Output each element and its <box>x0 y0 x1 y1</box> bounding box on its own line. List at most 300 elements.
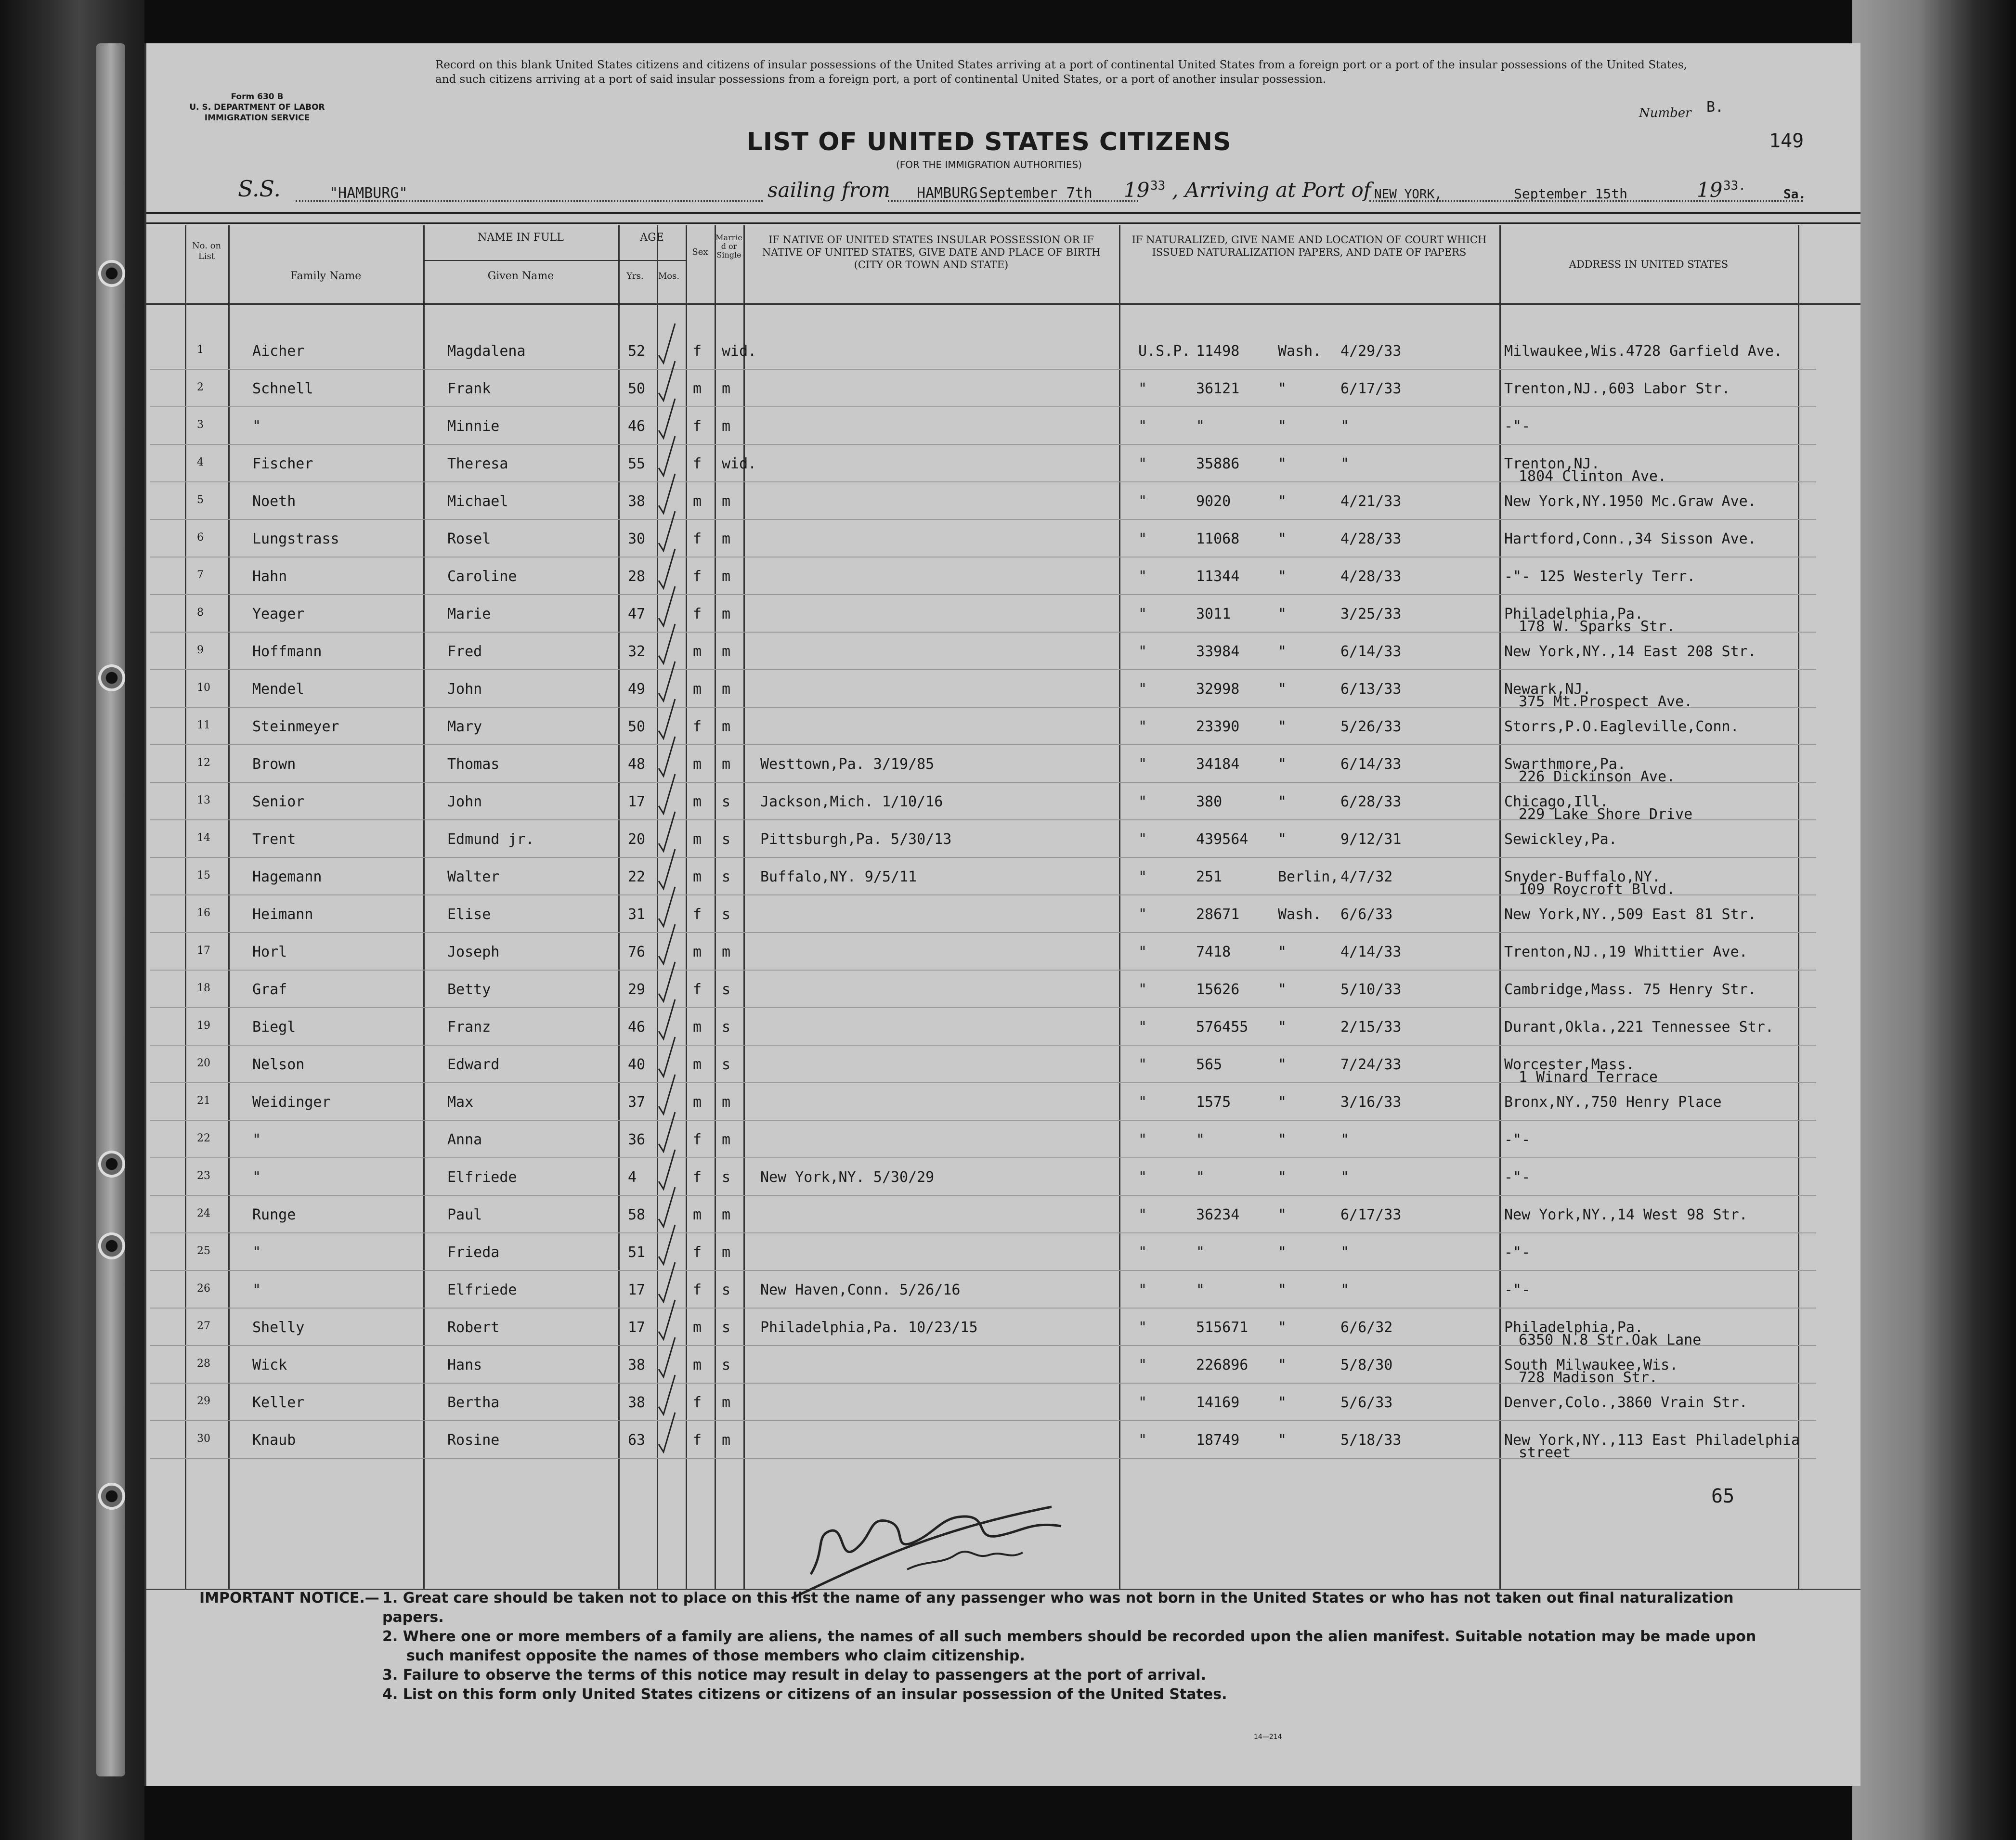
marital-status: m <box>722 1131 731 1148</box>
court: " <box>1138 418 1147 435</box>
family-name: Trent <box>252 831 296 848</box>
address-line-1: New York,NY.,14 West 98 Str. <box>1504 1206 1748 1223</box>
table-row <box>146 445 1860 485</box>
sailing-from: HAMBURG <box>917 185 978 202</box>
court: " <box>1138 1094 1147 1111</box>
paper-date: 5/8/30 <box>1340 1357 1393 1374</box>
given-name: Edward <box>447 1056 500 1073</box>
table-row <box>146 633 1860 670</box>
certificate-number: 23390 <box>1196 718 1240 735</box>
given-name: Elfriede <box>447 1282 517 1298</box>
notice-lead: IMPORTANT NOTICE.— <box>199 1590 379 1607</box>
table-row <box>146 708 1860 745</box>
court: " <box>1138 455 1147 472</box>
sex: m <box>693 1206 702 1223</box>
paper-date: 6/6/32 <box>1340 1319 1393 1336</box>
table-row <box>146 1158 1860 1196</box>
address-line-2: 1804 Clinton Ave. <box>1519 468 1667 485</box>
rownum: 25 <box>197 1245 210 1257</box>
marital-status: m <box>722 418 731 435</box>
table-row <box>146 1008 1860 1046</box>
family-name: Runge <box>252 1206 296 1223</box>
marital-status: m <box>722 944 731 960</box>
notice-item: 2. Where one or more members of a family are aliens, the names of all such members should be recorded upon the alien manifest. Suitable notation may be made upon <box>382 1628 1756 1645</box>
court: " <box>1138 868 1147 885</box>
col-sex: Sex <box>692 247 708 257</box>
family-name: Mendel <box>252 681 305 698</box>
age-years: 40 <box>628 1056 646 1073</box>
age-years: 37 <box>628 1094 646 1111</box>
given-name: Paul <box>447 1206 482 1223</box>
notice-item: 4. List on this form only United States citizens or citizens of an insular possession of the United States. <box>382 1686 1227 1703</box>
marital-status: wid. <box>722 455 757 472</box>
form-code: 14—214 <box>1254 1733 1282 1741</box>
age-years: 46 <box>628 418 646 435</box>
court: " <box>1138 380 1147 397</box>
sailing-label: sailing from <box>767 178 890 202</box>
paper-date: " <box>1340 455 1350 472</box>
court-location: " <box>1278 1394 1287 1411</box>
ship-line <box>146 176 1860 209</box>
col-birthplace: IF NATIVE OF UNITED STATES INSULAR POSSESSION OR IF NATIVE OF UNITED STATES, GIVE DATE AND PLACE OF BIRTH (CITY OR TOWN AND STATE) <box>762 234 1101 271</box>
family-name: Aicher <box>252 343 305 360</box>
marital-status: m <box>722 1394 731 1411</box>
rownum: 8 <box>197 607 204 619</box>
court-location: " <box>1278 455 1287 472</box>
family-name: Lungstrass <box>252 531 339 547</box>
ss-label: S.S. <box>238 176 281 202</box>
certificate-number: 34184 <box>1196 756 1240 773</box>
age-years: 38 <box>628 1394 646 1411</box>
address-line-1: -"- <box>1504 1169 1531 1186</box>
rownum: 26 <box>197 1283 210 1295</box>
sa-mark: Sa. <box>1783 187 1806 202</box>
given-name: Walter <box>447 868 500 885</box>
family-name: Schnell <box>252 380 313 397</box>
address-line-1: Snyder-Buffalo,NY. <box>1504 868 1661 885</box>
rownum: 1 <box>197 344 204 356</box>
court-location: " <box>1278 831 1287 848</box>
address-line-1: -"- <box>1504 1131 1531 1148</box>
age-years: 30 <box>628 531 646 547</box>
punch-hole <box>98 1483 125 1510</box>
address-line-2: 178 W. Sparks Str. <box>1519 618 1676 635</box>
birthplace: Pittsburgh,Pa. 5/30/13 <box>760 831 952 848</box>
marital-status: m <box>722 1432 731 1449</box>
age-years: 50 <box>628 718 646 735</box>
col-yrs: Yrs. <box>626 271 644 281</box>
check-mark-icon <box>657 660 676 703</box>
sex: f <box>693 531 702 547</box>
form-number: Form 630 B <box>231 92 284 102</box>
arrive-year-prefix: 19 <box>1697 178 1723 202</box>
check-mark-icon <box>657 1148 676 1191</box>
family-name: " <box>252 1282 261 1298</box>
family-name: Keller <box>252 1394 305 1411</box>
rownum: 14 <box>197 832 210 844</box>
birthplace: Philadelphia,Pa. 10/23/15 <box>760 1319 978 1336</box>
table-row <box>146 520 1860 557</box>
marital-status: s <box>722 1169 731 1186</box>
table-row <box>146 1121 1860 1158</box>
address-line-1: Trenton,NJ.,19 Whittier Ave. <box>1504 944 1748 960</box>
sex: m <box>693 944 702 960</box>
paper-date: 9/12/31 <box>1340 831 1402 848</box>
table-row <box>146 482 1860 520</box>
sex: f <box>693 343 702 360</box>
address-line-1: Chicago,Ill. <box>1504 793 1609 810</box>
given-name: Hans <box>447 1357 482 1374</box>
check-mark-icon <box>657 1260 676 1304</box>
given-name: Anna <box>447 1131 482 1148</box>
rownum: 28 <box>197 1358 210 1370</box>
family-name: Biegl <box>252 1019 296 1036</box>
col-name-in-full: NAME IN FULL <box>478 232 564 244</box>
sex: m <box>693 1056 702 1073</box>
court-location: " <box>1278 1319 1287 1336</box>
birthplace: New Haven,Conn. 5/26/16 <box>760 1282 961 1298</box>
check-mark-icon <box>657 1373 676 1416</box>
check-mark-icon <box>657 1335 676 1379</box>
rownum: 20 <box>197 1057 210 1069</box>
notice-item: such manifest opposite the names of those members who claim citizenship. <box>406 1647 1025 1664</box>
address-line-1: Swarthmore,Pa. <box>1504 756 1626 773</box>
col-address: ADDRESS IN UNITED STATES <box>1569 259 1729 270</box>
marital-status: m <box>722 1244 731 1261</box>
address-line-1: -"- <box>1504 1244 1531 1261</box>
col-given-name: Given Name <box>487 270 554 282</box>
page-number: 149 <box>1769 130 1804 152</box>
table-row <box>146 858 1860 898</box>
table-row <box>146 595 1860 633</box>
court: " <box>1138 756 1147 773</box>
family-name: Graf <box>252 981 287 998</box>
court-location: " <box>1278 1244 1287 1261</box>
family-name: Steinmeyer <box>252 718 339 735</box>
certificate-number: 36234 <box>1196 1206 1240 1223</box>
sex: m <box>693 643 702 660</box>
rownum: 27 <box>197 1320 210 1332</box>
given-name: Marie <box>447 606 491 622</box>
check-mark-icon <box>657 547 676 590</box>
given-name: Rosine <box>447 1432 500 1449</box>
court-location: " <box>1278 1206 1287 1223</box>
certificate-number: 18749 <box>1196 1432 1240 1449</box>
age-years: 58 <box>628 1206 646 1223</box>
address-line-1: New York,NY.,14 East 208 Str. <box>1504 643 1756 660</box>
family-name: Fischer <box>252 455 313 472</box>
sex: f <box>693 455 702 472</box>
age-years: 51 <box>628 1244 646 1261</box>
col-family-name: Family Name <box>290 270 362 282</box>
check-mark-icon <box>657 1073 676 1116</box>
certificate-number: 515671 <box>1196 1319 1249 1336</box>
address-line-1: Cambridge,Mass. 75 Henry Str. <box>1504 981 1756 998</box>
certificate-number: 14169 <box>1196 1394 1240 1411</box>
paper-date: 5/6/33 <box>1340 1394 1393 1411</box>
marital-status: m <box>722 1094 731 1111</box>
address-line-1: Bronx,NY.,750 Henry Place <box>1504 1094 1722 1111</box>
court-location: " <box>1278 1094 1287 1111</box>
certificate-number: 251 <box>1196 868 1223 885</box>
birthplace: Westtown,Pa. 3/19/85 <box>760 756 935 773</box>
sex: m <box>693 831 702 848</box>
certificate-number: 32998 <box>1196 681 1240 698</box>
certificate-number: 11344 <box>1196 568 1240 585</box>
header-rule <box>146 212 1860 214</box>
rownum: 19 <box>197 1020 210 1032</box>
check-mark-icon <box>657 322 676 365</box>
marital-status: s <box>722 868 731 885</box>
table-row <box>146 332 1860 370</box>
given-name: Elfriede <box>447 1169 517 1186</box>
ship-name: "HAMBURG" <box>329 185 408 202</box>
court: " <box>1138 831 1147 848</box>
paper-date: 6/13/33 <box>1340 681 1402 698</box>
address-line-1: Worcester,Mass. <box>1504 1056 1635 1073</box>
paper-date: 4/29/33 <box>1340 343 1402 360</box>
check-mark-icon <box>657 810 676 853</box>
marital-status: s <box>722 1282 731 1298</box>
paper-date: 2/15/33 <box>1340 1019 1402 1036</box>
arrive-year: 33. <box>1723 179 1746 193</box>
age-years: 50 <box>628 380 646 397</box>
court-location: " <box>1278 681 1287 698</box>
birthplace: Buffalo,NY. 9/5/11 <box>760 868 917 885</box>
address-line-1: -"- <box>1504 418 1531 435</box>
punch-hole <box>98 664 125 691</box>
rownum: 6 <box>197 531 204 544</box>
marital-status: m <box>722 380 731 397</box>
court-location: " <box>1278 1432 1287 1449</box>
certificate-number: 439564 <box>1196 831 1249 848</box>
certificate-number: 11498 <box>1196 343 1240 360</box>
number-value: B. <box>1706 99 1724 116</box>
given-name: Michael <box>447 493 508 510</box>
paper-date: 6/17/33 <box>1340 1206 1402 1223</box>
family-name: Nelson <box>252 1056 305 1073</box>
family-name: Shelly <box>252 1319 305 1336</box>
court-location: " <box>1278 380 1287 397</box>
court-location: " <box>1278 1357 1287 1374</box>
paper-date: " <box>1340 1169 1350 1186</box>
check-mark-icon <box>657 509 676 553</box>
sex: f <box>693 718 702 735</box>
certificate-number: " <box>1196 418 1205 435</box>
paper-date: 6/28/33 <box>1340 793 1402 810</box>
rownum: 17 <box>197 945 210 957</box>
paper-date: 4/28/33 <box>1340 568 1402 585</box>
address-line-1: Philadelphia,Pa. <box>1504 606 1643 622</box>
age-years: 46 <box>628 1019 646 1036</box>
certificate-number: " <box>1196 1131 1205 1148</box>
check-mark-icon <box>657 397 676 440</box>
address-line-2: 375 Mt.Prospect Ave. <box>1519 693 1693 710</box>
sex: f <box>693 981 702 998</box>
marital-status: m <box>722 756 731 773</box>
certificate-number: 11068 <box>1196 531 1240 547</box>
table-row <box>146 1083 1860 1121</box>
court-location: " <box>1278 793 1287 810</box>
court-location: " <box>1278 1056 1287 1073</box>
marital-status: m <box>722 606 731 622</box>
check-mark-icon <box>657 1298 676 1341</box>
address-line-2: street <box>1519 1444 1571 1461</box>
arrival-port: NEW YORK, <box>1374 187 1442 202</box>
certificate-number: 380 <box>1196 793 1223 810</box>
check-mark-icon <box>657 472 676 515</box>
marital-status: m <box>722 643 731 660</box>
court-location: " <box>1278 568 1287 585</box>
court: " <box>1138 1244 1147 1261</box>
age-years: 47 <box>628 606 646 622</box>
court: " <box>1138 1432 1147 1449</box>
court: " <box>1138 681 1147 698</box>
table-row <box>146 820 1860 858</box>
rownum: 30 <box>197 1433 210 1445</box>
family-name: Noeth <box>252 493 296 510</box>
number-label: Number <box>1639 106 1691 120</box>
address-line-1: Denver,Colo.,3860 Vrain Str. <box>1504 1394 1748 1411</box>
table-row <box>146 1196 1860 1233</box>
paper-date: 5/18/33 <box>1340 1432 1402 1449</box>
given-name: Betty <box>447 981 491 998</box>
given-name: Thomas <box>447 756 500 773</box>
table-row <box>146 1384 1860 1421</box>
court-location: " <box>1278 531 1287 547</box>
table-row <box>146 370 1860 407</box>
marital-status: m <box>722 681 731 698</box>
address-line-1: -"- 125 Westerly Terr. <box>1504 568 1696 585</box>
address-line-2: 728 Madison Str. <box>1519 1369 1658 1386</box>
address-line-2: 226 Dickinson Ave. <box>1519 768 1676 785</box>
age-years: 76 <box>628 944 646 960</box>
table-row <box>146 1309 1860 1346</box>
court-location: " <box>1278 981 1287 998</box>
paper-date: 4/21/33 <box>1340 493 1402 510</box>
manifest-page <box>144 43 1860 1786</box>
rownum: 22 <box>197 1132 210 1144</box>
table-row <box>146 1046 1860 1086</box>
sex: m <box>693 1319 702 1336</box>
check-mark-icon <box>657 998 676 1041</box>
marital-status: s <box>722 1056 731 1073</box>
rownum: 15 <box>197 869 210 881</box>
sex: m <box>693 1019 702 1036</box>
court: " <box>1138 1394 1147 1411</box>
sex: m <box>693 868 702 885</box>
family-name: Hoffmann <box>252 643 322 660</box>
given-name: Theresa <box>447 455 508 472</box>
certificate-number: 565 <box>1196 1056 1223 1073</box>
paper-date: 5/26/33 <box>1340 718 1402 735</box>
birthplace: Jackson,Mich. 1/10/16 <box>760 793 943 810</box>
rownum: 2 <box>197 381 204 393</box>
address-line-1: Hartford,Conn.,34 Sisson Ave. <box>1504 531 1756 547</box>
sex: f <box>693 606 702 622</box>
table-row <box>146 745 1860 783</box>
marital-status: m <box>722 493 731 510</box>
certificate-number: 35886 <box>1196 455 1240 472</box>
marital-status: m <box>722 718 731 735</box>
table-row <box>146 1421 1860 1459</box>
given-name: Elise <box>447 906 491 923</box>
sex: f <box>693 1394 702 1411</box>
court: " <box>1138 568 1147 585</box>
table-row <box>146 407 1860 445</box>
certificate-number: " <box>1196 1169 1205 1186</box>
marital-status: wid. <box>722 343 757 360</box>
age-years: 36 <box>628 1131 646 1148</box>
age-years: 4 <box>628 1169 637 1186</box>
table-row <box>146 783 1860 823</box>
court-location: " <box>1278 643 1287 660</box>
punch-hole <box>98 1232 125 1259</box>
court: " <box>1138 1131 1147 1148</box>
paper-date: 6/14/33 <box>1340 756 1402 773</box>
check-mark-icon <box>657 359 676 402</box>
notice-item: 1. Great care should be taken not to place on this list the name of any passenger who was not born in the United States or who has not taken out final naturalization papers. <box>382 1590 1734 1626</box>
address-line-1: New York,NY.,509 East 81 Str. <box>1504 906 1756 923</box>
address-line-2: 6350 N.8 Str.Oak Lane <box>1519 1332 1702 1348</box>
given-name: Magdalena <box>447 343 526 360</box>
court: " <box>1138 906 1147 923</box>
given-name: Caroline <box>447 568 517 585</box>
table-row <box>146 1346 1860 1384</box>
given-name: Mary <box>447 718 482 735</box>
court: " <box>1138 531 1147 547</box>
table-row <box>146 670 1860 708</box>
court: " <box>1138 944 1147 960</box>
family-name: " <box>252 1244 261 1261</box>
family-name: Horl <box>252 944 287 960</box>
marital-status: m <box>722 568 731 585</box>
check-mark-icon <box>657 1223 676 1266</box>
rownum: 9 <box>197 644 204 656</box>
given-name: Rosel <box>447 531 491 547</box>
col-mos: Mos. <box>658 271 680 281</box>
family-name: Yeager <box>252 606 305 622</box>
given-name: Robert <box>447 1319 500 1336</box>
table-row <box>146 557 1860 595</box>
marital-status: s <box>722 1019 731 1036</box>
form-service: IMMIGRATION SERVICE <box>204 113 310 123</box>
rownum: 29 <box>197 1395 210 1407</box>
col-no: No. on List <box>192 241 221 261</box>
sex: f <box>693 568 702 585</box>
age-years: 38 <box>628 493 646 510</box>
rownum: 21 <box>197 1095 210 1107</box>
court-location: Wash. <box>1278 906 1322 923</box>
age-years: 17 <box>628 793 646 810</box>
sex: f <box>693 1169 702 1186</box>
age-years: 55 <box>628 455 646 472</box>
marital-status: m <box>722 1206 731 1223</box>
page-count: 65 <box>1711 1485 1735 1507</box>
check-mark-icon <box>657 622 676 665</box>
paper-date: " <box>1340 1244 1350 1261</box>
certificate-number: 36121 <box>1196 380 1240 397</box>
address-line-1: Trenton,NJ. <box>1504 455 1600 472</box>
arriving-label: , Arriving at Port of <box>1172 178 1371 202</box>
sex: f <box>693 1131 702 1148</box>
check-mark-icon <box>657 1185 676 1229</box>
table-row <box>146 971 1860 1008</box>
family-name: Hahn <box>252 568 287 585</box>
address-line-1: Milwaukee,Wis.4728 Garfield Ave. <box>1504 343 1782 360</box>
table-row <box>146 1271 1860 1309</box>
address-line-2: 109 Roycroft Blvd. <box>1519 881 1676 898</box>
